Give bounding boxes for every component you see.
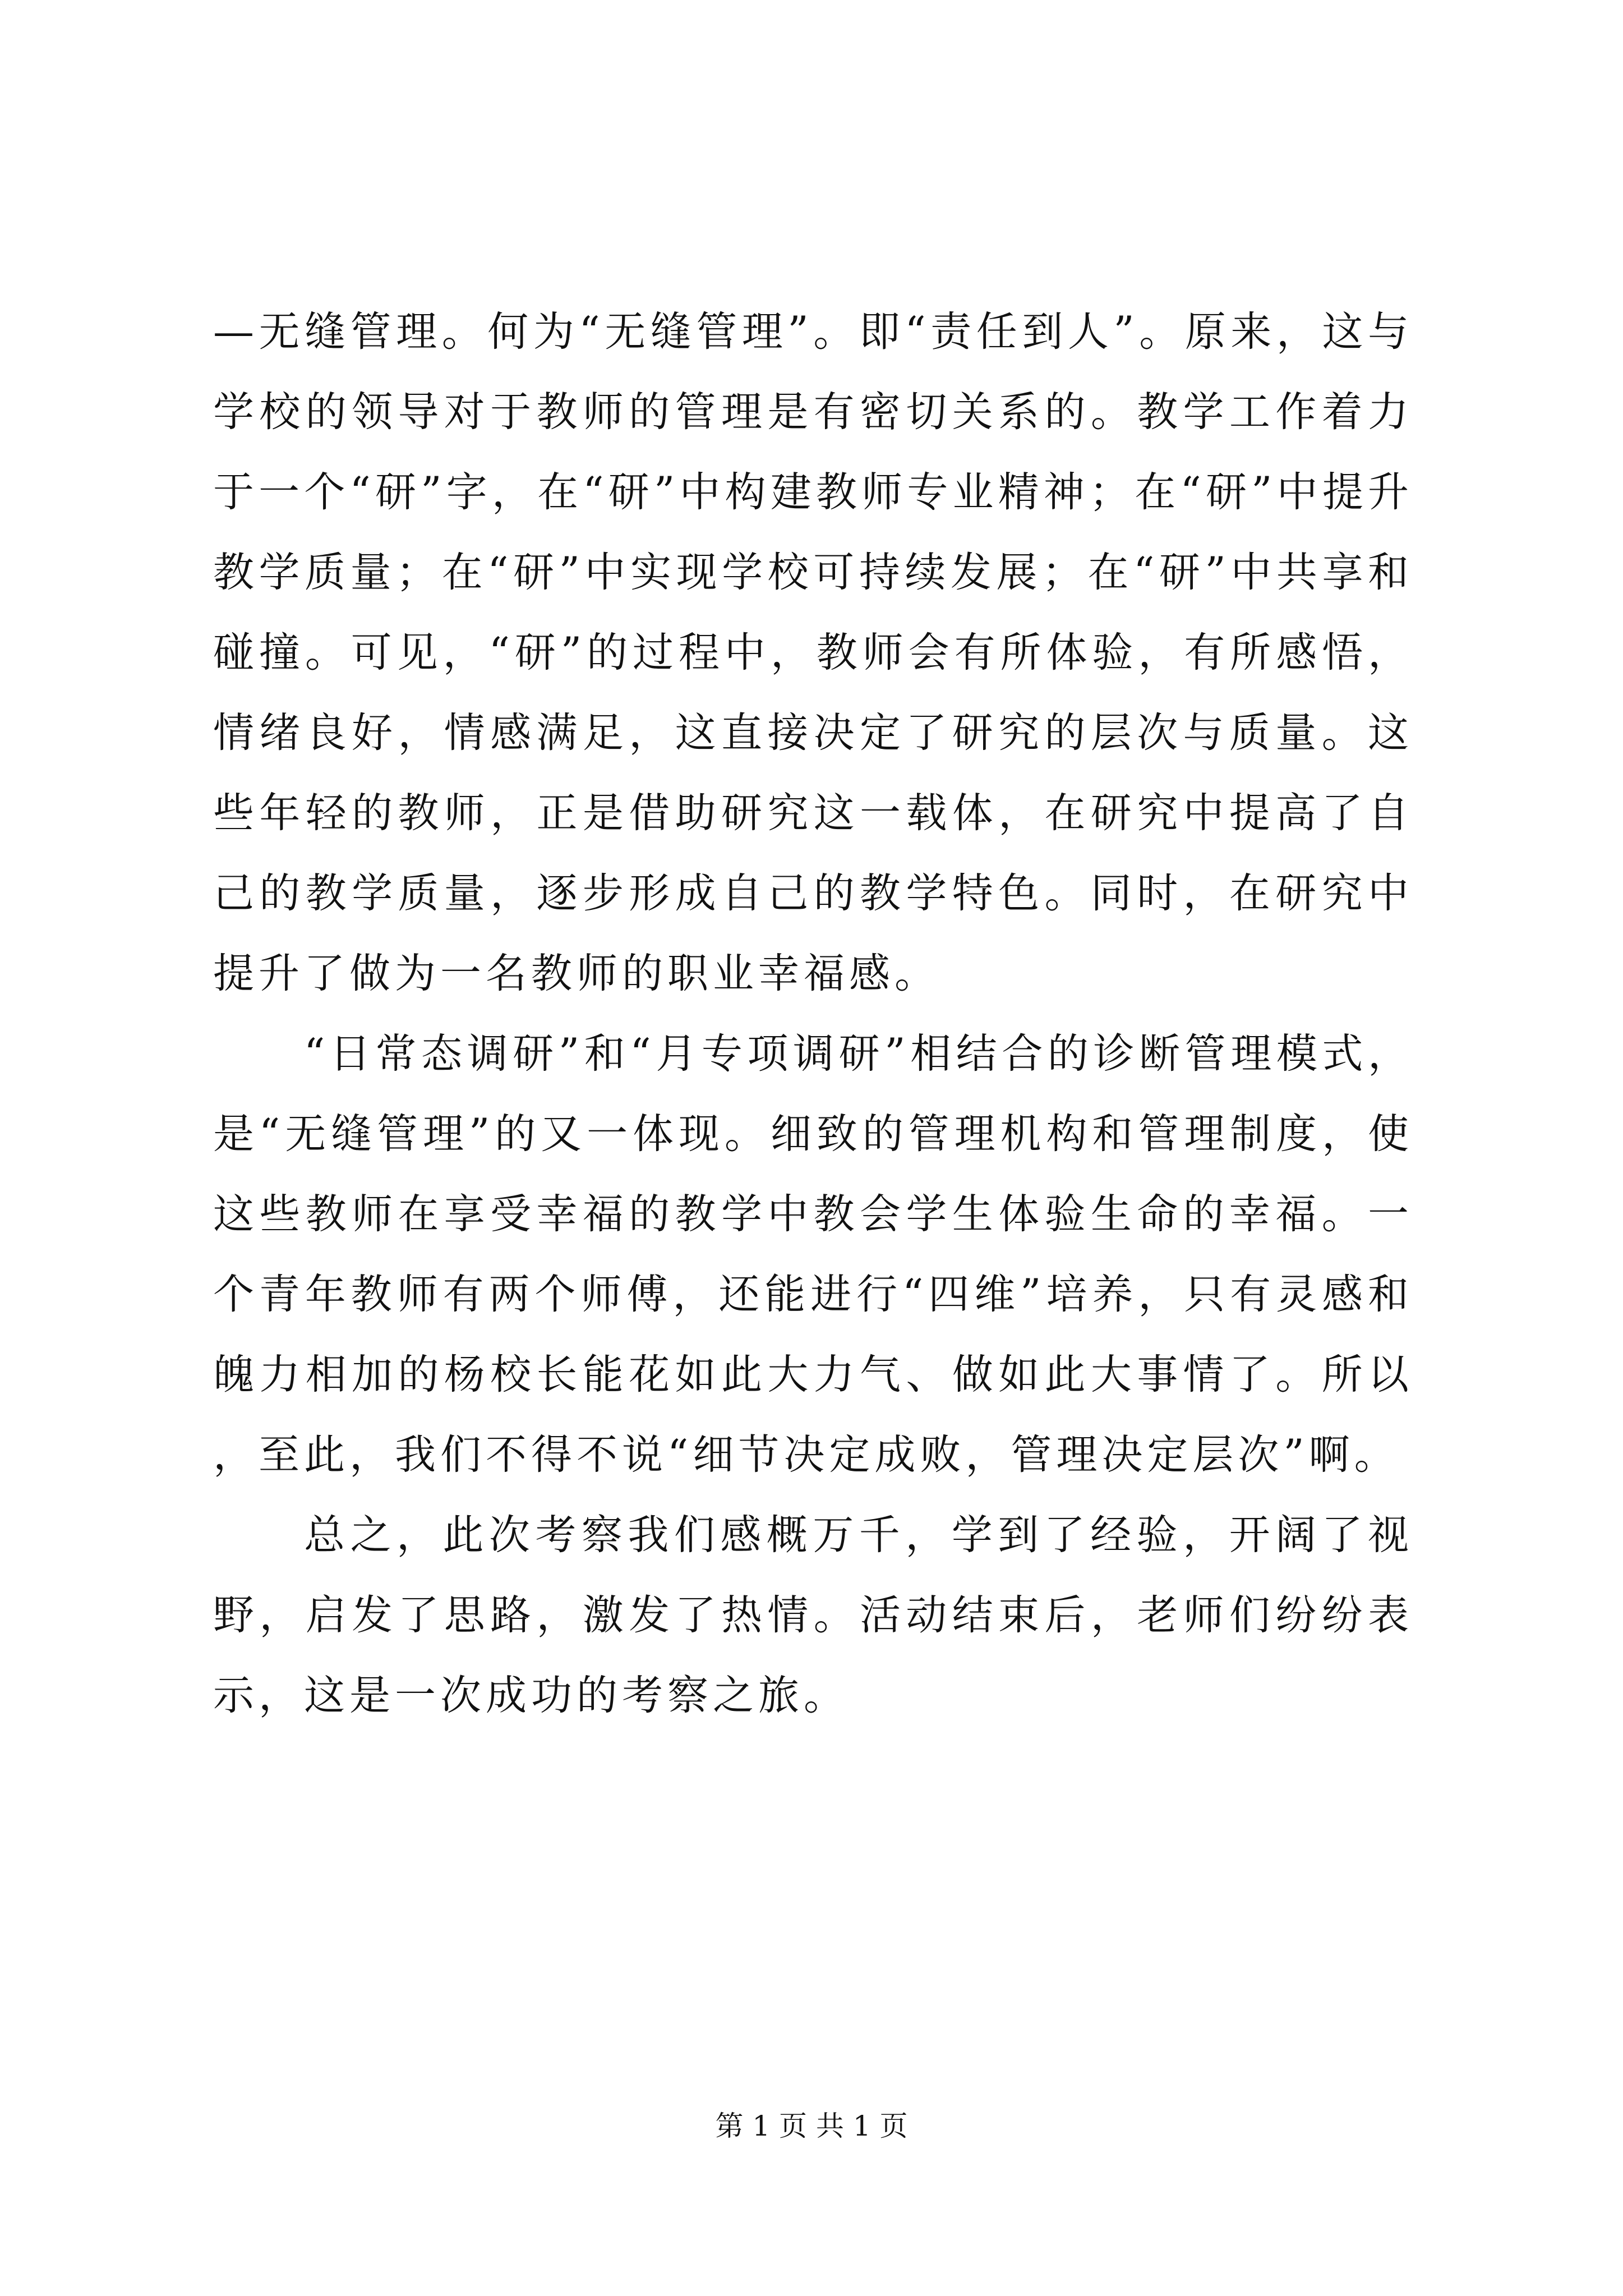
paragraph-3: 总之，此次考察我们感概万千，学到了经验，开阔了视野，启发了思路，激发了热情。活动结束后，老师们纷纷表示，这是一次成功的考察之旅。 xyxy=(213,1511,1413,1719)
page-number-label: 第 1 页 共 1 页 xyxy=(715,2110,908,2142)
page-footer xyxy=(0,2106,1623,2146)
paragraph-1: —无缝管理。何为“无缝管理”。即“责任到人”。原来，这与学校的领导对于教师的管理是有密切关系的。教学工作着力于一个“研”字，在“研”中构建教师专业精神；在“研”中提升教学质量；在“研”中实现学校可持续发展；在“研”中共享和碰撞。可见，“研”的过程中，教师会有所体验，有所感悟，情绪良好，情感满足，这直接决定了研究的层次与质量。这些年轻的教师，正是借助研究这一载体，在研究中提高了自己的教学质量，逐步形成自己的教学特色。同时，在研究中提升了做为一名教师的职业幸福感。 xyxy=(213,308,1413,997)
paragraph-2: “日常态调研”和“月专项调研”相结合的诊断管理模式，是“无缝管理”的又一体现。细致的管理机构和管理制度，使这些教师在享受幸福的教学中教会学生体验生命的幸福。一个青年教师有两个师傅，还能进行“四维”培养，只有灵感和魄力相加的杨校长能花如此大力气、做如此大事情了。所以，至此，我们不得不说“细节决定成败，管理决定层次”啊。 xyxy=(213,1030,1413,1479)
document-body xyxy=(213,292,1413,1736)
